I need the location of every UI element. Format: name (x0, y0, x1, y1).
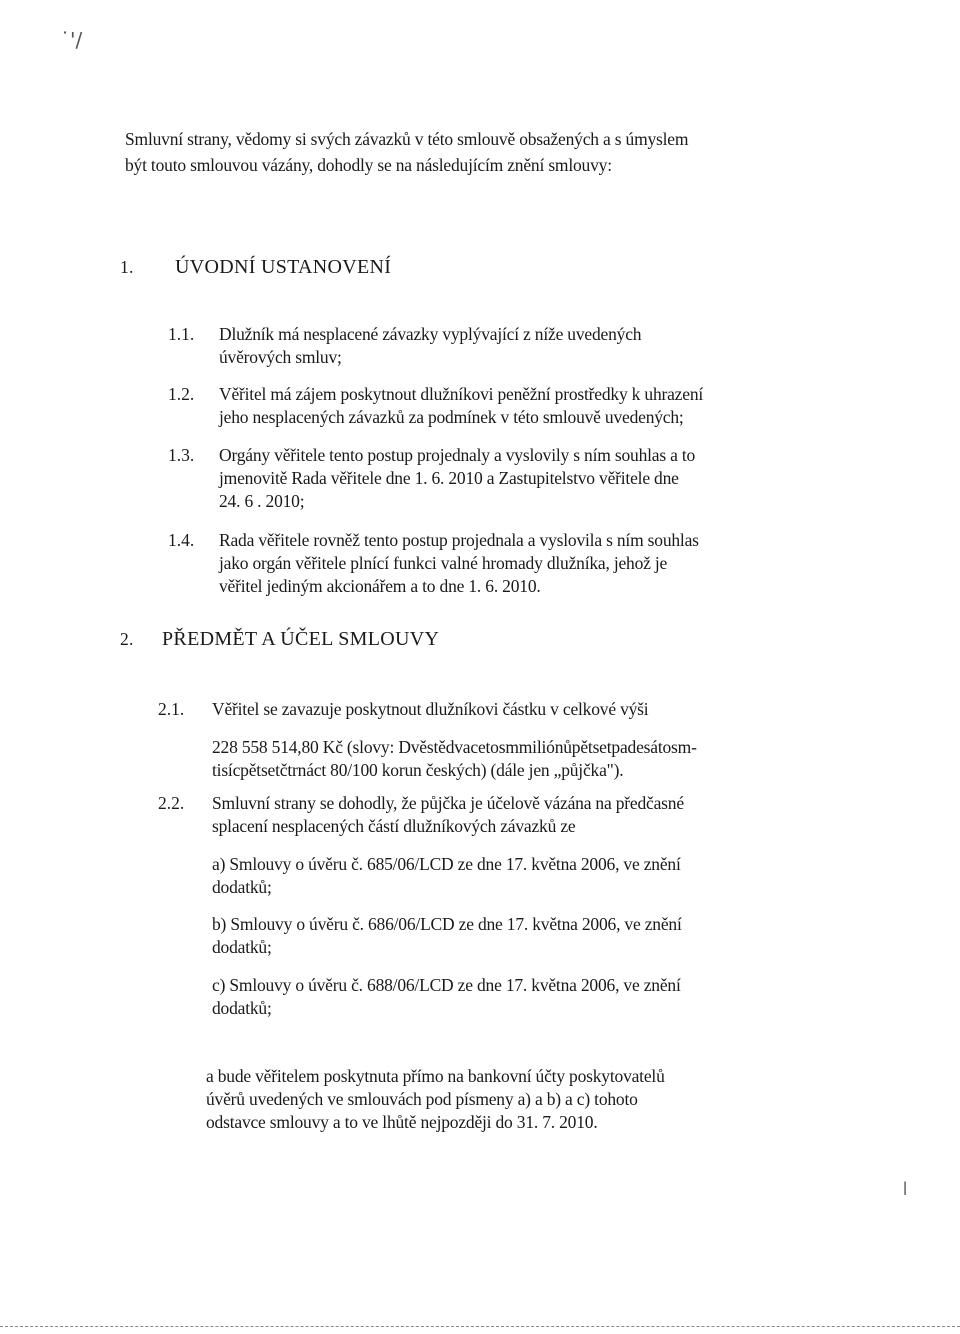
item-1-1-line-1: Dlužník má nesplacené závazky vyplývající z níže uvedených (219, 324, 642, 344)
intro-line-1: Smluvní strany, vědomy si svých závazků v této smlouvě obsažených a s úmyslem (125, 129, 689, 149)
item-1-4-line-1: Rada věřitele rovněž tento postup projednala a vyslovila s ním souhlas (219, 530, 699, 550)
scan-artifact-mark: ǀ (903, 1180, 908, 1196)
subitem-b-line-2: dodatků; (212, 937, 272, 957)
item-1-2-number: 1.2. (168, 384, 195, 404)
scan-bottom-edge (0, 1326, 960, 1327)
intro-line-2: být touto smlouvou vázány, dohodly se na následujícím znění smlouvy: (125, 155, 612, 175)
item-1-3-line-2: jmenovitě Rada věřitele dne 1. 6. 2010 a Zastupitelstvo věřitele dne (219, 468, 679, 488)
section-1-title: ÚVODNÍ USTANOVENÍ (175, 256, 392, 278)
item-2-2-line-2: splacení nesplacených částí dlužníkových závazků ze (212, 816, 576, 836)
item-1-4-line-2: jako orgán věřitele plnící funkci valné hromady dlužníka, jehož je (219, 553, 668, 573)
subitem-c-line-1: c) Smlouvy o úvěru č. 688/06/LCD ze dne 17. května 2006, ve znění (212, 975, 681, 995)
subitem-a-line-1: a) Smlouvy o úvěru č. 685/06/LCD ze dne 17. května 2006, ve znění (212, 854, 681, 874)
item-1-1-line-2: úvěrových smluv; (219, 347, 342, 367)
subitem-a-line-2: dodatků; (212, 877, 272, 897)
closing-line-2: úvěrů uvedených ve smlouvách pod písmeny a) a b) a c) tohoto (206, 1089, 638, 1109)
scan-artifact-mark: ˙'/ (60, 28, 83, 52)
item-2-2-number: 2.2. (158, 793, 185, 813)
closing-line-1: a bude věřitelem poskytnuta přímo na bankovní účty poskytovatelů (206, 1066, 665, 1086)
item-2-2-line-1: Smluvní strany se dohodly, že půjčka je účelově vázána na předčasné (212, 793, 684, 813)
item-1-4-number: 1.4. (168, 530, 195, 550)
item-1-4-line-3: věřitel jediným akcionářem a to dne 1. 6. 2010. (219, 576, 541, 596)
item-1-3-line-1: Orgány věřitele tento postup projednaly a vyslovily s ním souhlas a to (219, 445, 696, 465)
subitem-c-line-2: dodatků; (212, 998, 272, 1018)
section-2-number: 2. (120, 629, 134, 649)
section-1-number: 1. (120, 257, 134, 277)
item-2-1-line-1: Věřitel se zavazuje poskytnout dlužníkovi částku v celkové výši (212, 699, 649, 719)
item-1-1-number: 1.1. (168, 324, 195, 344)
subitem-b-line-1: b) Smlouvy o úvěru č. 686/06/LCD ze dne 17. května 2006, ve znění (212, 914, 682, 934)
item-2-1-number: 2.1. (158, 699, 185, 719)
closing-line-3: odstavce smlouvy a to ve lhůtě nejpozději do 31. 7. 2010. (206, 1112, 598, 1132)
item-2-1-line-2: 228 558 514,80 Kč (slovy: Dvěstědvacetosmmiliónůpětsetpadesátosm- (212, 737, 697, 757)
item-1-2-line-2: jeho nesplacených závazků za podmínek v této smlouvě uvedených; (219, 407, 684, 427)
item-2-1-line-3: tisícpětsetčtrnáct 80/100 korun českých) (dále jen „půjčka"). (212, 760, 624, 780)
section-2-title: PŘEDMĚT A ÚČEL SMLOUVY (162, 628, 440, 650)
item-1-2-line-1: Věřitel má zájem poskytnout dlužníkovi peněžní prostředky k uhrazení (219, 384, 704, 404)
item-1-3-number: 1.3. (168, 445, 195, 465)
item-1-3-line-3: 24. 6 . 2010; (219, 491, 305, 511)
